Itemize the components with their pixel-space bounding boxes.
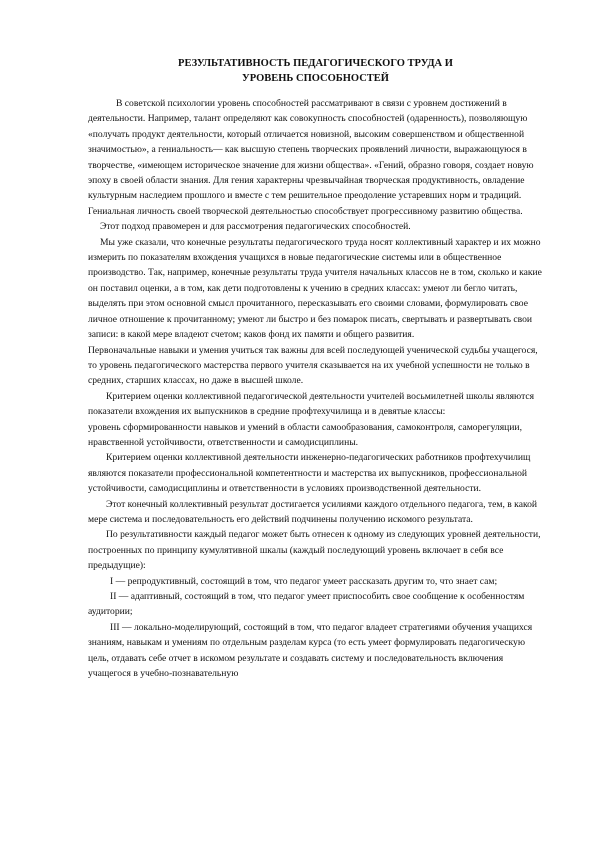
paragraph-8: Этот конечный коллективный результат достигается усилиями каждого отдельного педагога, тем, в какой мере система и последовательность его действий подчинены получению искомого результата. xyxy=(88,498,538,525)
level-item-1: I — репродуктивный, состоящий в том, что педагог умеет рассказать другим то, что знает сам; xyxy=(110,575,498,587)
paragraph-7: Критерием оценки коллективной деятельности инженерно-педагогических работников профтехучилищ являются показатели профессиональной компетентности и мастерства их выпускников, профессиональной устойчивости, самодисциплины и ответственности в условиях производственной деятельности. xyxy=(88,452,531,495)
paragraph-2: Этот подход правомерен и для рассмотрения педагогических способностей. xyxy=(100,221,411,233)
document-title xyxy=(88,56,543,86)
document-page xyxy=(88,56,543,681)
title-line-2: УРОВЕНЬ СПОСОБНОСТЕЙ xyxy=(242,73,389,84)
level-item-3: III — локально-моделирующий, состоящий в том, что педагог владеет стратегиями обучения учащихся знаниям, навыкам и умениям по отдельным разделам курса (то есть умеет формулировать педагогическую цель, отдавать себе отчет в искомом результате и создавать систему и последовательность включения учащегося в учебно-познавательную xyxy=(88,621,533,680)
level-item-2: II — адаптивный, состоящий в том, что педагог умеет приспособить свое сообщение к особенностям аудитории; xyxy=(88,591,525,618)
paragraph-3: Мы уже сказали, что конечные результаты педагогического труда носят коллективный характер и их можно измерить по показателям вхождения учащихся в новые педагогические системы или в общественное производство. Так, например, конечные результаты труда учителя начальных классов не в том, сколько и какие он поставил оценки, а в том, как дети подготовлены к учению в средних классах: умеют ли бегло читать, выделять при этом основной смысл прочитанного, пересказывать его своими словами, формулировать свое личное отношение к прочитанному; умеют ли быстро и без помарок писать, свертывать и развертывать свои записи: в какой мере владеют счетом; каков фонд их памяти и общего развития. xyxy=(88,236,542,341)
paragraph-9: По результативности каждый педагог может быть отнесен к одному из следующих уровней деятельности, построенных по принципу кумулятивной шкалы (каждый последующий уровень включает в себя все предыдущие): xyxy=(88,529,541,572)
paragraph-6: уровень сформированности навыков и умений в области самообразования, самоконтроля, саморегуляции, нравственной устойчивости, ответственности и самодисциплины. xyxy=(88,421,522,448)
paragraph-1: В советской психологии уровень способностей рассматривают в связи с уровнем достижений в деятельности. Например, талант определяют как совокупность способностей (одаренность), позволяющую «получать продукт деятельности, который отличается новизной, высоким совершенством и общественной значимостью», а гениальность— как высшую степень творческих проявлений личности, выражающуюся в творчестве, «имеющем историческое значение для жизни общества». «Гений, образно говоря, создает новую эпоху в своей области знания. Для гения характерны чрезвычайная творческая продуктивность, овладение культурным наследием прошлого и вместе с тем решительное преодоление устаревших норм и традиций. Гениальная личность своей творческой деятельностью способствует прогрессивному развитию общества. xyxy=(88,98,534,217)
paragraph-4: Первоначальные навыки и умения учиться так важны для всей последующей ученической судьбы учащегося, то уровень педагогического мастерства первого учителя сказывается на их учебной успешности не только в средних, старших классах, но даже в высшей школе. xyxy=(88,344,538,387)
title-line-1: РЕЗУЛЬТАТИВНОСТЬ ПЕДАГОГИЧЕСКОГО ТРУДА И xyxy=(178,58,453,69)
paragraph-5: Критерием оценки коллективной педагогической деятельности учителей восьмилетней школы являются показатели вхождения их выпускников в средние профтехучилища и в девятые классы: xyxy=(88,390,535,418)
